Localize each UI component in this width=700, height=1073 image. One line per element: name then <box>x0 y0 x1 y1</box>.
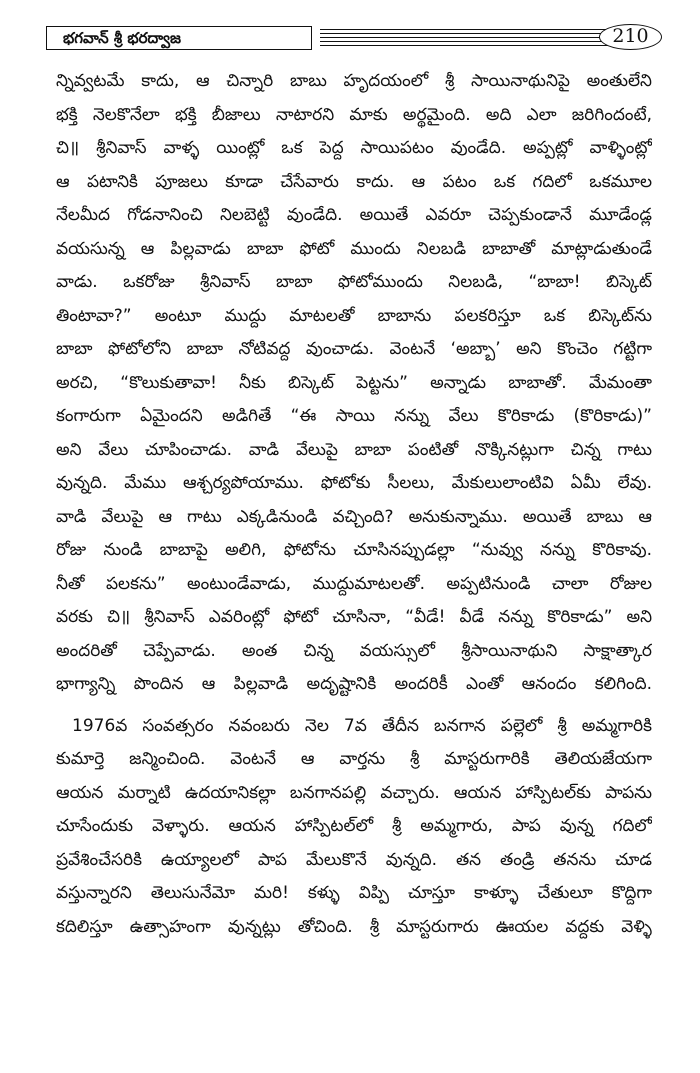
text-line: ఆయన మర్నాటి ఉదయానికల్లా బనగానపల్లి వచ్చారు. ఆయన హాస్పిటల్‌కు పాపను <box>56 782 652 803</box>
text-line: వయసున్న ఆ పిల్లవాడు బాబా ఫోటో ముందు నిలబడి బాబాతో మాట్లాడుతుండే <box>56 238 652 259</box>
text-line: వాడు. ఒకరోజు శ్రీనివాస్ బాబా ఫోటోముందు నిలబడి, “బాబా! బిస్కెట్ <box>56 272 652 292</box>
text-line: రోజు నుండి బాబాపై అలిగి, ఫోటోను చూసినప్పుడల్లా “నువ్వు నన్ను కొరికావు. <box>56 540 652 560</box>
text-line: తింటావా?” అంటూ ముద్దు మాటలతో బాబాను పలకరిస్తూ ఒక బిస్కెట్‌ను <box>56 305 652 326</box>
text-line: చూసేందుకు వెళ్ళారు. ఆయన హాస్పిటల్‌లో శ్రీ అమ్మగారు, పాప వున్న గదిలో <box>56 816 652 836</box>
text-line: భాగ్యాన్ని పొందిన ఆ పిల్లవాడి అదృష్టానికి అందరికీ ఎంతో ఆనందం కలిగింది. <box>56 674 652 694</box>
page-body <box>56 65 652 944</box>
text-line: ఆ పటానికి పూజలు కూడా చేసేవారు కాదు. ఆ పటం ఒక గదిలో ఒకమూల <box>56 171 652 192</box>
paragraph-2 <box>56 710 652 945</box>
text-line: వాడి వేలుపై ఆ గాటు ఎక్కడినుండి వచ్చింది? అనుకున్నాము. అయితే బాబు ఆ <box>56 506 652 527</box>
text-line: భక్తి నెలకొనేలా భక్తి బీజాలు నాటారని మాకు అర్థమైంది. అది ఎలా జరిగిందంటే, <box>56 104 652 125</box>
text-line: అరచి, “కొలుకుతావా! నీకు బిస్కెట్ పెట్టను” అన్నాడు బాబాతో. మేమంతా <box>56 372 652 393</box>
paragraph-1 <box>56 65 652 702</box>
running-header <box>46 26 658 58</box>
text-line: నేలమీద గోడనానించి నిలబెట్టి వుండేది. అయితే ఎవరూ చెప్పకుండానే మూడేండ్ల <box>56 205 652 225</box>
text-line: కుమార్తె జన్మించింది. వెంటనే ఆ వార్తను శ్రీ మాస్టరుగారికి తెలియజేయగా <box>56 749 652 769</box>
text-line: అని వేలు చూపించాడు. వాడి వేలుపై బాబా పంటితో నొక్కినట్లుగా చిన్న గాటు <box>56 439 652 460</box>
text-line: కదిలిస్తూ ఉత్సాహంగా వున్నట్లు తోచింది. శ్రీ మాస్టరుగారు ఊయల వద్దకు వెళ్ళి <box>56 916 652 937</box>
page-number: 210 <box>599 24 662 50</box>
text-line: వరకు చి॥ శ్రీనివాస్ ఎవరింట్లో ఫోటో చూసినా, “వీడే! వీడే నన్ను కొరికాడు” అని <box>56 607 652 627</box>
text-line: ప్రవేశించేసరికి ఉయ్యాలలో పాప మేలుకొనే వున్నది. తన తండ్రి తనను చూడ <box>56 849 652 870</box>
text-line: వస్తున్నారని తెలుసునేమో మరి! కళ్ళు విప్పి చూస్తూ కాళ్ళూ చేతులూ కొద్దిగా <box>56 883 652 903</box>
text-line: కంగారుగా ఏమైందని అడిగితే “ఈ సాయి నన్ను వేలు కొరికాడు (కొరికాడు)” <box>56 406 652 426</box>
text-line: వున్నది. మేము ఆశ్చర్యపోయాము. ఫోటోకు సీలలు, మేకులులాంటివి ఏమీ లేవు. <box>56 473 652 493</box>
text-line: అందరితో చెప్పేవాడు. అంత చిన్న వయస్సులో శ్రీసాయినాథుని సాక్షాత్కార <box>56 640 652 661</box>
text-line: బాబా ఫోటోలోని బాబా నోటివద్ద వుంచాడు. వెంటనే ‘అబ్బా’ అని కొంచెం గట్టిగా <box>56 339 652 359</box>
book-title: భగవాన్ శ్రీ భరద్వాజ <box>46 26 312 50</box>
text-line: చి॥ శ్రీనివాస్ వాళ్ళ యింట్లో ఒక పెద్ద సాయిపటం వుండేది. అప్పట్లో వాళ్ళింట్లో <box>56 138 652 158</box>
text-line: 1976వ సంవత్సరం నవంబరు నెల 7వ తేదీన బనగాన పల్లెలో శ్రీ అమ్మగారికి <box>72 715 652 736</box>
text-line: న్నివ్వటమే కాదు, ఆ చిన్నారి బాబు హృదయంలో శ్రీ సాయినాథునిపై అంతులేని <box>56 71 652 91</box>
header-rules <box>320 29 610 47</box>
text-line: నీతో పలకను” అంటుండేవాడు, ముద్దుమాటలతో. అప్పటినుండి చాలా రోజుల <box>56 573 652 594</box>
